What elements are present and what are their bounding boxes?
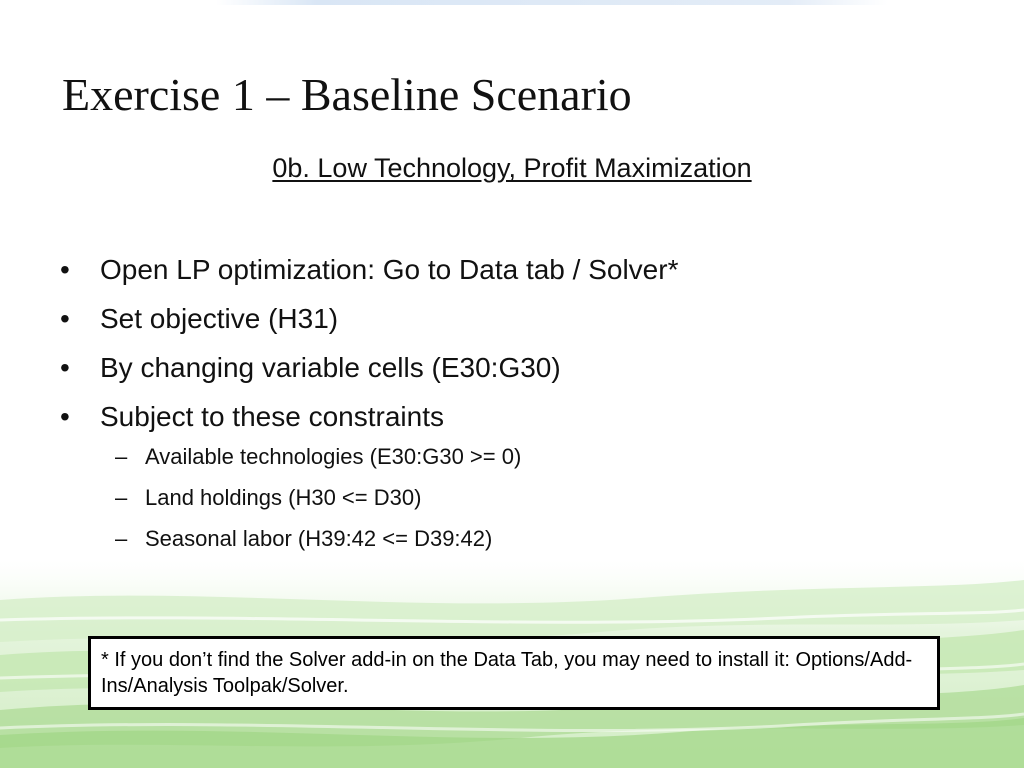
top-decorative-band xyxy=(216,0,888,5)
slide-subtitle: 0b. Low Technology, Profit Maximization xyxy=(272,153,752,183)
sub-bullet-text: Seasonal labor (H39:42 <= D39:42) xyxy=(145,526,493,551)
sub-bullet-group xyxy=(60,440,678,563)
bullet-text: By changing variable cells (E30:G30) xyxy=(100,352,561,383)
bullet-text: Subject to these constraints xyxy=(100,401,444,432)
sub-bullet-text: Available technologies (E30:G30 >= 0) xyxy=(145,444,522,469)
bullet-text: Set objective (H31) xyxy=(100,303,339,334)
bullet-marker: • xyxy=(60,303,70,334)
sub-bullet-item xyxy=(60,481,678,522)
slide-title: Exercise 1 – Baseline Scenario xyxy=(62,69,632,120)
bullet-list xyxy=(60,250,678,563)
bullet-item xyxy=(60,397,678,446)
sub-bullet-item xyxy=(60,440,678,481)
bullet-marker: • xyxy=(60,401,70,432)
bullet-text: Open LP optimization: Go to Data tab / Solver* xyxy=(100,254,679,285)
sub-bullet-marker: – xyxy=(115,485,128,510)
sub-bullet-marker: – xyxy=(115,526,128,551)
footnote-box: * If you don’t find the Solver add-in on the Data Tab, you may need to install it: Options/Add-Ins/Analysis Toolpak/Solver. xyxy=(88,636,940,710)
sub-bullet-marker: – xyxy=(115,444,128,469)
bullet-marker: • xyxy=(60,352,70,383)
sub-bullet-text: Land holdings (H30 <= D30) xyxy=(145,485,422,510)
bullet-item xyxy=(60,348,678,397)
bullet-item xyxy=(60,299,678,348)
sub-bullet-item xyxy=(60,522,678,563)
bullet-item xyxy=(60,250,678,299)
bullet-marker: • xyxy=(60,254,70,285)
sub-bullet-list xyxy=(60,440,678,563)
